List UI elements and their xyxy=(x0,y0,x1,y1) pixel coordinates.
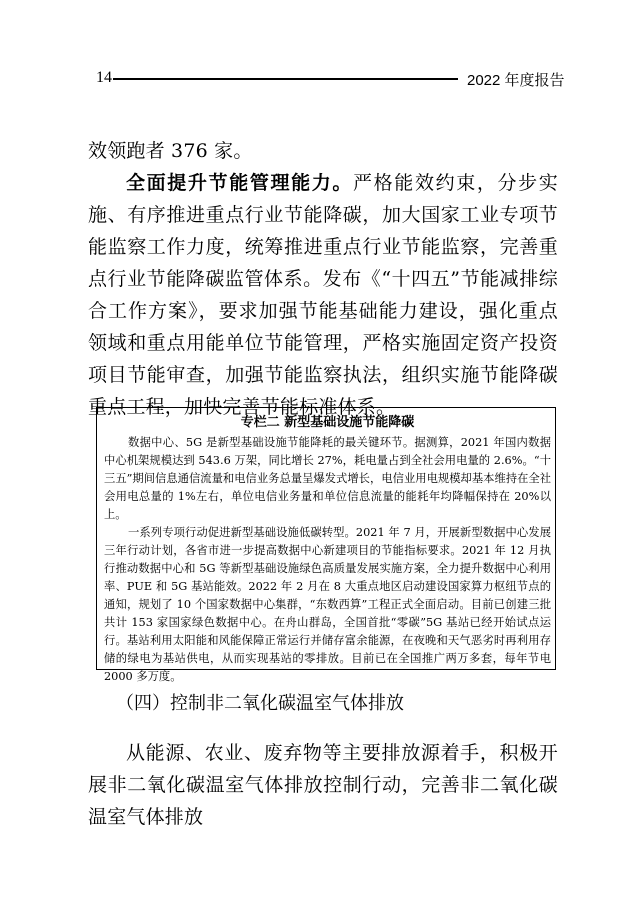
section-heading: （四）控制非二氧化碳温室气体排放 xyxy=(116,693,404,714)
column-box-paragraph-2: 一系列专项行动促进新型基础设施低碳转型。2021 年 7 月，开展新型数据中心发展三年行动计划，各省市进一步提高数据中心新建项目的节能指标要求。2021 年 12 月执行推动数据中心和 5G 等新型基础设施绿色高质量发展实施方案，全力提升数据中心利用率、PUE 和 5G 基站能效。2022 年 2 月在 8 大重点地区启动建设国家算力枢纽节点的通知，规划了 10 个国家数据中心集群，“东数西算”工程正式全面启动。目前已创建三批共计 153 家国家绿色数据中心。在舟山群岛，全国首批“零碳”5G 基站已经开始试点运行。基站利用太阳能和风能保障正常运行并储存富余能源，在夜晚和天气恶劣时再利用存储的绿电为基站供电，从而实现基站的零排放。目前已在全国推广两万多套，每年节电 2000 多万度。 xyxy=(104,526,551,683)
section-paragraph: 从能源、农业、废弃物等主要排放源着手，积极开展非二氧化碳温室气体排放控制行动，完善非二氧化碳温室气体排放 xyxy=(88,742,558,828)
page-number: 14 xyxy=(96,69,112,86)
column-box-title: 专栏二 新型基础设施节能降碳 xyxy=(240,415,415,430)
column-box xyxy=(96,407,556,683)
column-box-paragraph-1: 数据中心、5G 是新型基础设施节能降耗的最关键环节。据测算，2021 年国内数据中心机架规模达到 543.6 万架，同比增长 27%，耗电量占到全社会用电量的 2.6%。“十三五”期间信息通信流量和电信业务总量呈爆发式增长，电信业用电规模却基本维持在全社会用电总量的 1%左右，单位电信业务量和单位信息流量的能耗年均降幅保持在 20%以上。 xyxy=(104,436,551,521)
paragraph-body: 严格能效约束，分步实施、有序推进重点行业节能降碳，加大国家工业专项节能监察工作力度，统筹推进重点行业节能监察，完善重点行业节能降碳监管体系。发布《“十四五”节能减排综合工作方案》，要求加强节能基础能力建设，强化重点领域和重点用能单位节能管理，严格实施固定资产投资项目节能审查，加强节能监察执法，组织实施节能降碳重点工程，加快完善节能标准体系。 xyxy=(88,172,558,418)
header-rule xyxy=(113,78,458,80)
paragraph-energy-management xyxy=(88,167,558,423)
report-title: 2022 年度报告 xyxy=(467,72,565,89)
paragraph-lead: 全面提升节能管理能力。 xyxy=(126,172,354,194)
paragraph-continued: 效领跑者 376 家。 xyxy=(88,140,253,162)
